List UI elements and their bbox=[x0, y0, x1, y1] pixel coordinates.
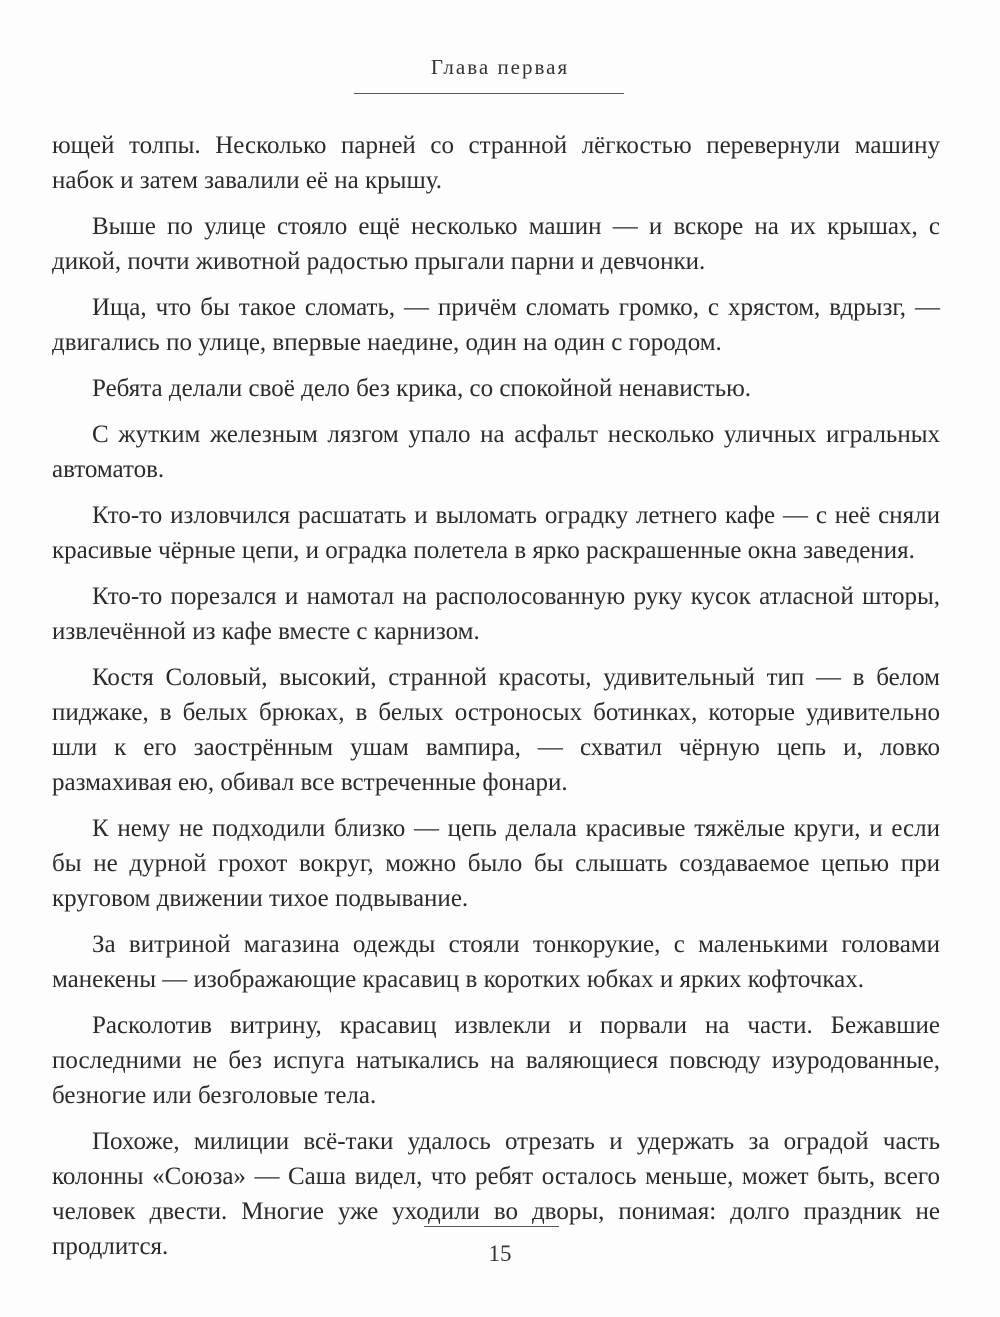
chapter-header: Глава первая bbox=[430, 55, 570, 79]
page-body bbox=[52, 128, 940, 1275]
paragraph-9: К нему не подходили близко — цепь делала красивые тяжёлые круги, и если бы не дурной грохот вокруг, можно было бы слышать создаваемое цепью при круговом движении тихое подвывание. bbox=[52, 815, 940, 912]
paragraph-5: С жутким железным лязгом упало на асфальт несколько уличных игральных автоматов. bbox=[52, 421, 940, 483]
paragraph-3: Ища, что бы такое сломать, — причём сломать громко, с хрястом, вдрызг, — двигались по улице, впервые наедине, один на один с городом. bbox=[52, 294, 940, 356]
paragraph-1: ющей толпы. Несколько парней со странной лёгкостью перевернули машину набок и затем завалили её на крышу. bbox=[52, 132, 940, 194]
paragraph-11: Расколотив витрину, красавиц извлекли и порвали на части. Бежавшие последними не без испуга натыкались на валяющиеся повсюду изуродованные, безногие или безголовые тела. bbox=[52, 1012, 940, 1109]
paragraph-6: Кто-то изловчился расшатать и выломать оградку летнего кафе — с неё сняли красивые чёрные цепи, и оградка полетела в ярко раскрашенные окна заведения. bbox=[52, 502, 940, 564]
paragraph-12: Похоже, милиции всё-таки удалось отрезать и удержать за оградой часть колонны «Союза» — Саша видел, что ребят осталось меньше, может быть, всего человек двести. Многие уже уходили во дворы, понимая: долго праздник не продлится. bbox=[52, 1128, 940, 1260]
paragraph-2: Выше по улице стояло ещё несколько машин — и вскоре на их крышах, с дикой, почти животной радостью прыгали парни и девчонки. bbox=[52, 213, 940, 275]
header-divider bbox=[354, 93, 624, 94]
paragraph-10: За витриной магазина одежды стояли тонкорукие, с маленькими головами манекены — изображающие красавиц в коротких юбках и ярких кофточках. bbox=[52, 931, 940, 993]
paragraph-4: Ребята делали своё дело без крика, со спокойной ненавистью. bbox=[92, 375, 752, 402]
footer-divider bbox=[424, 1226, 559, 1227]
paragraph-7: Кто-то порезался и намотал на располосованную руку кусок атласной шторы, извлечённой из кафе вместе с карнизом. bbox=[52, 583, 940, 645]
page-number: 15 bbox=[488, 1241, 512, 1266]
paragraph-8: Костя Соловый, высокий, странной красоты, удивительный тип — в белом пиджаке, в белых брюках, в белых остроносых ботинках, которые удивительно шли к его заострённым ушам вампира, — схватил чёрную цепь и, ловко размахивая ею, обивал все встреченные фонари. bbox=[52, 664, 940, 796]
